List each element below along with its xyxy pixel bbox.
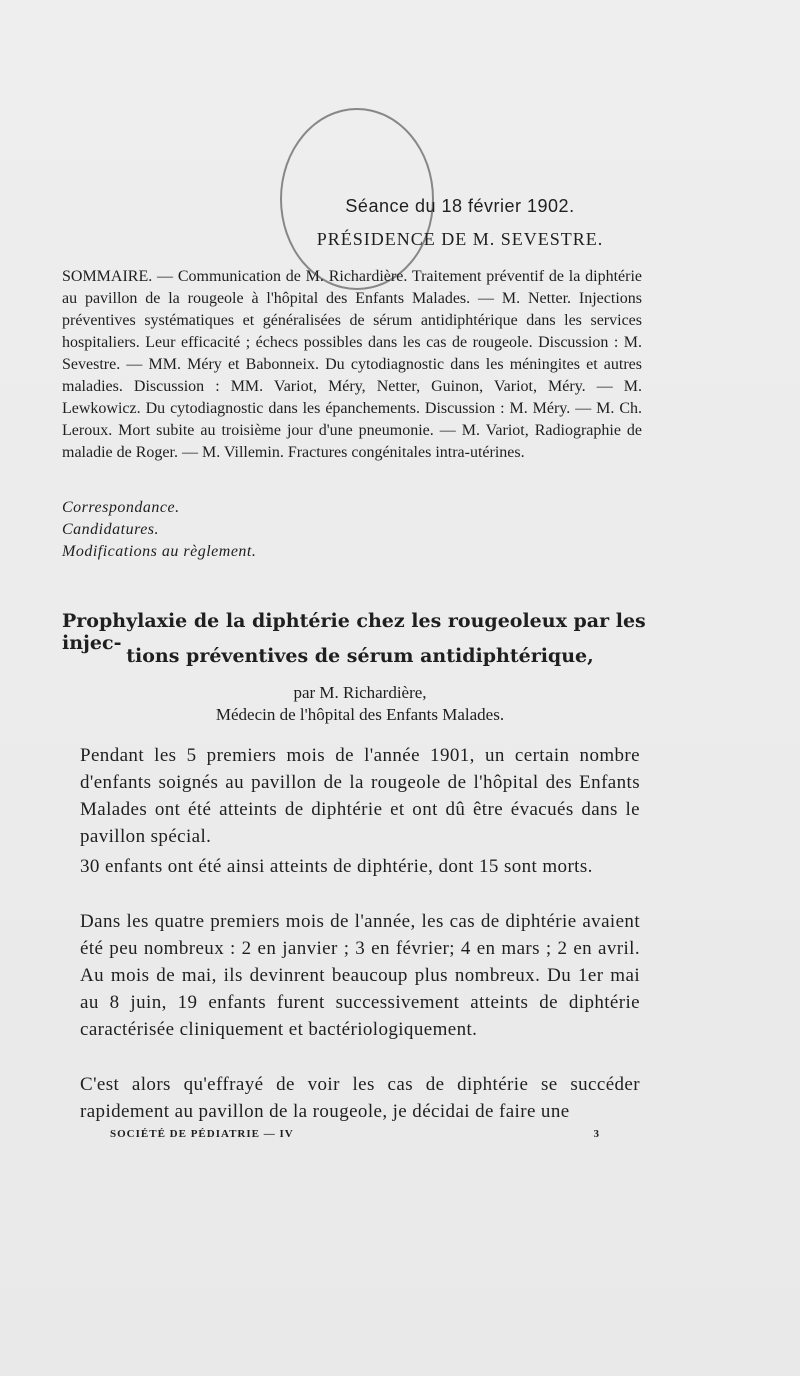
- article-title-line1: Prophylaxie de la diphtérie chez les rougeoleux par les injec-: [62, 610, 646, 654]
- body-paragraph-3: Dans les quatre premiers mois de l'année, les cas de diphtérie avaient été peu nombreux : 2 en janvier ; 3 en février; 4 en mars ; 2 en avril. Au mois de mai, ils devinrent beaucoup plus nombreux. Du 1er mai au 8 juin, 19 enfants furent successivement atteints de diphtérie caractérisée cliniquement et bactériologiquement.: [80, 911, 640, 1040]
- journal-running-title: SOCIÉTÉ DE PÉDIATRIE — IV: [110, 1128, 294, 1140]
- article-title-line2: tions préventives de sérum antidiphtérique,: [126, 645, 594, 667]
- presidency-line: PRÉSIDENCE DE M. SEVESTRE.: [316, 229, 604, 249]
- author-affiliation: Médecin de l'hôpital des Enfants Malades.: [215, 705, 505, 724]
- page-number: 3: [593, 1128, 600, 1140]
- summary-paragraph: SOMMAIRE. — Communication de M. Richardière. Traitement préventif de la diphtérie au pavillon de la rougeole à l'hôpital des Enfants Malades. — M. Netter. Injections préventives systématiques et généralisées de sérum antidiphtérique dans les services hospitaliers. Leur efficacité ; échecs possibles dans les cas de rougeole. Discussion : M. Sevestre. — MM. Méry et Babonneix. Du cytodiagnostic dans les méningites et autres maladies. Discussion : MM. Variot, Méry, Netter, Guinon, Variot, Méry. — M. Lewkowicz. Du cytodiagnostic dans les épanchements. Discussion : M. Méry. — M. Ch. Leroux. Mort subite au troisième jour d'une pneumonie. — M. Variot, Radiographie de maladie de Roger. — M. Villemin. Fractures congénitales intra-utérines.: [62, 268, 642, 461]
- author-byline: par M. Richardière,: [293, 683, 427, 702]
- summary-correspondance: Correspondance.: [62, 499, 180, 516]
- body-paragraph-1: Pendant les 5 premiers mois de l'année 1901, un certain nombre d'enfants soignés au pavillon de la rougeole de l'hôpital des Enfants Malades ont été atteints de diphtérie et ont dû être évacués dans le pavillon spécial.: [80, 745, 640, 847]
- session-date: Séance du 18 février 1902.: [345, 196, 575, 216]
- body-paragraph-4: C'est alors qu'effrayé de voir les cas de diphtérie se succéder rapidement au pavillon de la rougeole, je décidai de faire une: [80, 1074, 640, 1122]
- summary-candidatures: Candidatures.: [62, 521, 160, 538]
- page-footer: [110, 1128, 600, 1140]
- summary-modifications: Modifications au règlement.: [62, 543, 257, 560]
- body-paragraph-2: 30 enfants ont été ainsi atteints de diphtérie, dont 15 sont morts.: [80, 856, 593, 877]
